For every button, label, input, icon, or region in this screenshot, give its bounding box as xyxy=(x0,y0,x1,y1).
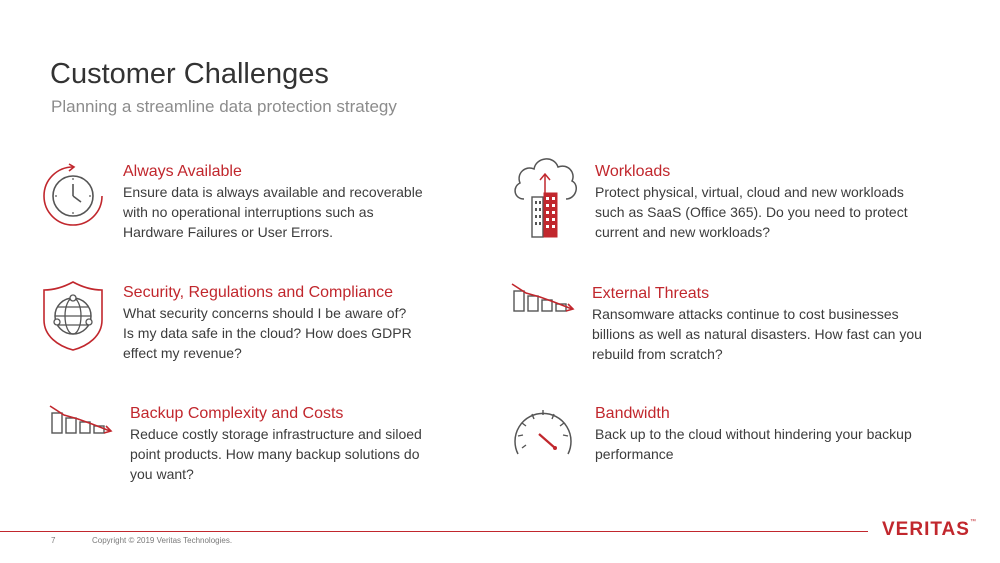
declining-chart-icon xyxy=(510,281,576,313)
challenge-description: Back up to the cloud without hindering your backup performance xyxy=(595,426,912,462)
page-title: Customer Challenges xyxy=(50,58,329,90)
challenge-bandwidth xyxy=(595,404,912,464)
page-number: 7 xyxy=(51,536,56,545)
challenge-heading: Always Available xyxy=(123,163,242,180)
cloud-upload-building-icon xyxy=(510,153,580,241)
challenge-heading: External Threats xyxy=(592,285,710,302)
challenge-external-threats xyxy=(592,284,922,364)
challenge-description: Ransomware attacks continue to cost businesses billions as well as natural disasters. How fast can you rebuild from scratch? xyxy=(592,306,922,362)
challenge-heading: Bandwidth xyxy=(595,405,670,422)
challenge-heading: Backup Complexity and Costs xyxy=(130,405,344,422)
challenge-description: What security concerns should I be aware of? Is my data safe in the cloud? How does GDPR effect my revenue? xyxy=(123,305,412,361)
veritas-logo: VERITAS™ xyxy=(882,519,976,540)
challenge-heading: Security, Regulations and Compliance xyxy=(123,284,394,301)
challenge-heading: Workloads xyxy=(595,163,671,180)
clock-refresh-icon xyxy=(40,163,106,229)
page-subtitle: Planning a streamline data protection strategy xyxy=(51,97,397,116)
copyright-text: Copyright © 2019 Veritas Technologies. xyxy=(92,536,233,545)
challenge-description: Reduce costly storage infrastructure and siloed point products. How many backup solutions do you want? xyxy=(130,426,422,482)
challenge-always-available xyxy=(123,162,423,242)
shield-globe-icon xyxy=(42,280,104,352)
challenge-workloads xyxy=(595,162,908,242)
challenge-backup-complexity xyxy=(130,404,422,484)
challenge-description: Protect physical, virtual, cloud and new workloads such as SaaS (Office 365). Do you need to protect current and new workloads? xyxy=(595,184,908,240)
speedometer-icon xyxy=(510,404,576,460)
footer-divider xyxy=(0,531,868,532)
declining-chart-icon xyxy=(48,403,114,435)
challenge-security xyxy=(123,283,412,363)
challenge-description: Ensure data is always available and recoverable with no operational interruptions such as Hardware Failures or User Errors. xyxy=(123,184,423,240)
